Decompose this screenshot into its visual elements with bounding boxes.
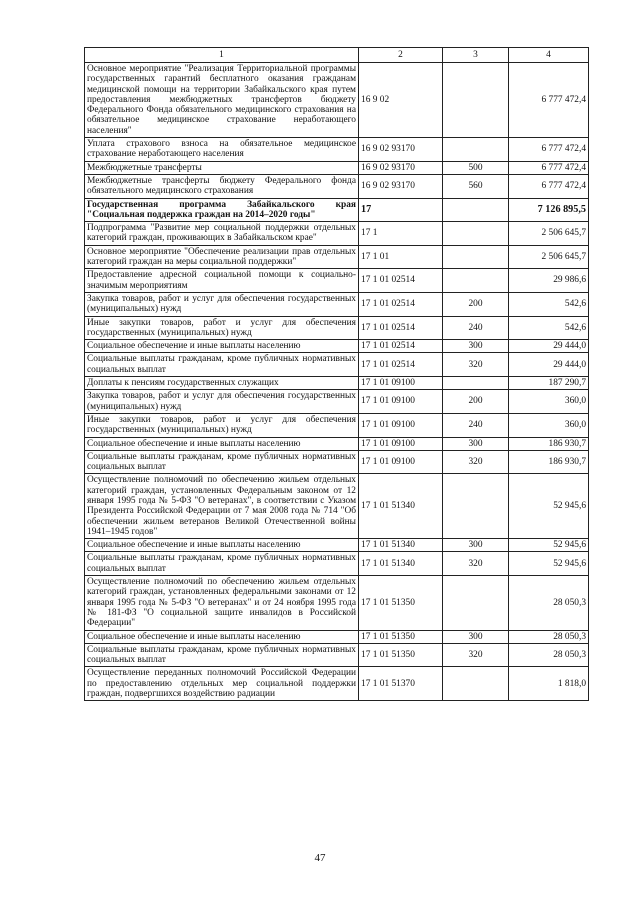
row-code-cell: 17 1 01 51340 [359, 539, 443, 552]
row-code-cell: 17 1 [359, 222, 443, 246]
table-row [85, 390, 589, 414]
row-name-cell: Социальные выплаты гражданам, кроме публичных нормативных социальных выплат [85, 552, 359, 576]
row-amount-cell: 360,0 [509, 390, 589, 414]
row-name-cell: Межбюджетные трансферты бюджету Федерального фонда обязательного медицинского страхования [85, 174, 359, 198]
row-name-cell: Основное мероприятие "Обеспечение реализации прав отдельных категорий граждан на меры социальной поддержки" [85, 245, 359, 269]
row-name-cell: Осуществление полномочий по обеспечению жильем отдельных категорий граждан, установленных федеральными законами от 12 января 1995 года № 5-ФЗ "О ветеранах" и от 24 ноября 1995 года № 181-ФЗ "О социальной защите инвалидов в Российской Федерации" [85, 576, 359, 630]
row-name-cell: Социальные выплаты гражданам, кроме публичных нормативных социальных выплат [85, 643, 359, 667]
row-name-cell: Иные закупки товаров, работ и услуг для обеспечения государственных (муниципальных) нужд [85, 413, 359, 437]
table-row [85, 292, 589, 316]
budget-table [84, 47, 589, 701]
row-code-cell: 16 9 02 93170 [359, 161, 443, 174]
row-amount-cell: 6 777 472,4 [509, 161, 589, 174]
header-col-3: 3 [443, 48, 509, 63]
row-vr-cell: 320 [443, 450, 509, 474]
table-row [85, 377, 589, 390]
table-row [85, 353, 589, 377]
row-amount-cell: 6 777 472,4 [509, 138, 589, 162]
row-code-cell: 16 9 02 [359, 63, 443, 138]
table-row [85, 474, 589, 539]
row-code-cell: 17 1 01 02514 [359, 269, 443, 293]
row-amount-cell: 52 945,6 [509, 552, 589, 576]
table-row [85, 316, 589, 340]
row-name-cell: Социальное обеспечение и иные выплаты населению [85, 630, 359, 643]
row-amount-cell: 186 930,7 [509, 437, 589, 450]
row-code-cell: 17 1 01 02514 [359, 292, 443, 316]
row-name-cell: Подпрограмма "Развитие мер социальной поддержки отдельных категорий граждан, проживающих в Забайкальском крае" [85, 222, 359, 246]
row-name-cell: Закупка товаров, работ и услуг для обеспечения государственных (муниципальных) нужд [85, 292, 359, 316]
header-col-4: 4 [509, 48, 589, 63]
row-name-cell: Иные закупки товаров, работ и услуг для обеспечения государственных (муниципальных) нужд [85, 316, 359, 340]
row-amount-cell: 6 777 472,4 [509, 174, 589, 198]
row-name-cell: Социальное обеспечение и иные выплаты населению [85, 340, 359, 353]
row-vr-cell [443, 667, 509, 701]
table-row [85, 667, 589, 701]
row-vr-cell: 200 [443, 390, 509, 414]
header-col-1: 1 [85, 48, 359, 63]
row-amount-cell: 2 506 645,7 [509, 222, 589, 246]
row-amount-cell: 28 050,3 [509, 643, 589, 667]
row-code-cell: 17 1 01 51340 [359, 552, 443, 576]
row-code-cell: 17 1 01 51350 [359, 630, 443, 643]
table-body [85, 63, 589, 701]
table-row [85, 161, 589, 174]
row-name-cell: Предоставление адресной социальной помощи к социально-значимым мероприятиям [85, 269, 359, 293]
row-amount-cell: 2 506 645,7 [509, 245, 589, 269]
row-name-cell: Закупка товаров, работ и услуг для обеспечения государственных (муниципальных) нужд [85, 390, 359, 414]
row-vr-cell: 240 [443, 316, 509, 340]
table-row [85, 174, 589, 198]
table-row [85, 138, 589, 162]
row-code-cell: 16 9 02 93170 [359, 174, 443, 198]
row-vr-cell [443, 63, 509, 138]
row-code-cell: 17 1 01 09100 [359, 377, 443, 390]
table-row [85, 63, 589, 138]
row-code-cell: 16 9 02 93170 [359, 138, 443, 162]
row-vr-cell: 320 [443, 552, 509, 576]
row-code-cell: 17 1 01 09100 [359, 450, 443, 474]
row-name-cell: Уплата страхового взноса на обязательное медицинское страхование неработающего населения [85, 138, 359, 162]
row-vr-cell: 500 [443, 161, 509, 174]
table-row [85, 222, 589, 246]
row-amount-cell: 28 050,3 [509, 630, 589, 643]
row-vr-cell: 320 [443, 353, 509, 377]
row-vr-cell: 320 [443, 643, 509, 667]
row-amount-cell: 542,6 [509, 316, 589, 340]
row-amount-cell: 29 444,0 [509, 340, 589, 353]
row-amount-cell: 29 444,0 [509, 353, 589, 377]
row-amount-cell: 187 290,7 [509, 377, 589, 390]
row-amount-cell: 7 126 895,5 [509, 198, 589, 222]
table-row [85, 576, 589, 630]
table-row [85, 245, 589, 269]
header-col-2: 2 [359, 48, 443, 63]
row-name-cell: Социальное обеспечение и иные выплаты населению [85, 437, 359, 450]
row-vr-cell: 240 [443, 413, 509, 437]
page-number: 47 [314, 852, 326, 864]
row-amount-cell: 186 930,7 [509, 450, 589, 474]
row-code-cell: 17 1 01 09100 [359, 437, 443, 450]
table-row [85, 340, 589, 353]
row-vr-cell: 560 [443, 174, 509, 198]
row-code-cell: 17 1 01 02514 [359, 340, 443, 353]
row-vr-cell: 200 [443, 292, 509, 316]
row-code-cell: 17 1 01 02514 [359, 353, 443, 377]
row-amount-cell: 52 945,6 [509, 539, 589, 552]
row-vr-cell [443, 269, 509, 293]
row-vr-cell [443, 222, 509, 246]
row-code-cell: 17 1 01 02514 [359, 316, 443, 340]
row-amount-cell: 29 986,6 [509, 269, 589, 293]
table-row [85, 269, 589, 293]
row-code-cell: 17 1 01 51350 [359, 643, 443, 667]
row-name-cell: Доплаты к пенсиям государственных служащих [85, 377, 359, 390]
row-name-cell: Социальные выплаты гражданам, кроме публичных нормативных социальных выплат [85, 450, 359, 474]
row-name-cell: Осуществление полномочий по обеспечению жильем отдельных категорий граждан, установленных Федеральным законом от 12 января 1995 года № 5-ФЗ "О ветеранах", в соответствии с Указом Президента Российской Федерации от 7 мая 2008 года № 714 "Об обеспечении жильем ветеранов Великой Отечественной войны 1941–1945 годов" [85, 474, 359, 539]
row-vr-cell [443, 474, 509, 539]
row-amount-cell: 28 050,3 [509, 576, 589, 630]
row-vr-cell: 300 [443, 539, 509, 552]
row-name-cell: Социальные выплаты гражданам, кроме публичных нормативных социальных выплат [85, 353, 359, 377]
row-amount-cell: 1 818,0 [509, 667, 589, 701]
row-name-cell: Социальное обеспечение и иные выплаты населению [85, 539, 359, 552]
row-vr-cell: 300 [443, 340, 509, 353]
table-row [85, 450, 589, 474]
table-row [85, 413, 589, 437]
row-name-cell: Государственная программа Забайкальского края "Социальная поддержка граждан на 2014–2020 годы" [85, 198, 359, 222]
row-code-cell: 17 1 01 51350 [359, 576, 443, 630]
row-vr-cell [443, 377, 509, 390]
row-code-cell: 17 1 01 09100 [359, 413, 443, 437]
table-row [85, 437, 589, 450]
row-code-cell: 17 1 01 [359, 245, 443, 269]
row-code-cell: 17 1 01 51340 [359, 474, 443, 539]
row-code-cell: 17 1 01 51370 [359, 667, 443, 701]
row-name-cell: Основное мероприятие "Реализация Территориальной программы государственных гарантий бесплатного оказания гражданам медицинской помощи на территории Забайкальского края путем предоставления межбюджетных трансфертов бюджету Федерального Фонда обязательного медицинского страхования на обязательное медицинское страхование неработающего населения" [85, 63, 359, 138]
row-name-cell: Межбюджетные трансферты [85, 161, 359, 174]
table-header-row [85, 48, 589, 63]
table-row [85, 643, 589, 667]
table-row [85, 552, 589, 576]
row-vr-cell [443, 576, 509, 630]
row-code-cell: 17 1 01 09100 [359, 390, 443, 414]
row-amount-cell: 6 777 472,4 [509, 63, 589, 138]
table-row [85, 630, 589, 643]
row-vr-cell [443, 245, 509, 269]
row-vr-cell [443, 198, 509, 222]
row-amount-cell: 52 945,6 [509, 474, 589, 539]
row-vr-cell [443, 138, 509, 162]
row-amount-cell: 542,6 [509, 292, 589, 316]
table-row [85, 198, 589, 222]
row-amount-cell: 360,0 [509, 413, 589, 437]
row-name-cell: Осуществление переданных полномочий Российской Федерации по предоставлению отдельных мер социальной поддержки граждан, подвергшихся воздействию радиации [85, 667, 359, 701]
row-vr-cell: 300 [443, 437, 509, 450]
row-code-cell: 17 [359, 198, 443, 222]
row-vr-cell: 300 [443, 630, 509, 643]
table-row [85, 539, 589, 552]
